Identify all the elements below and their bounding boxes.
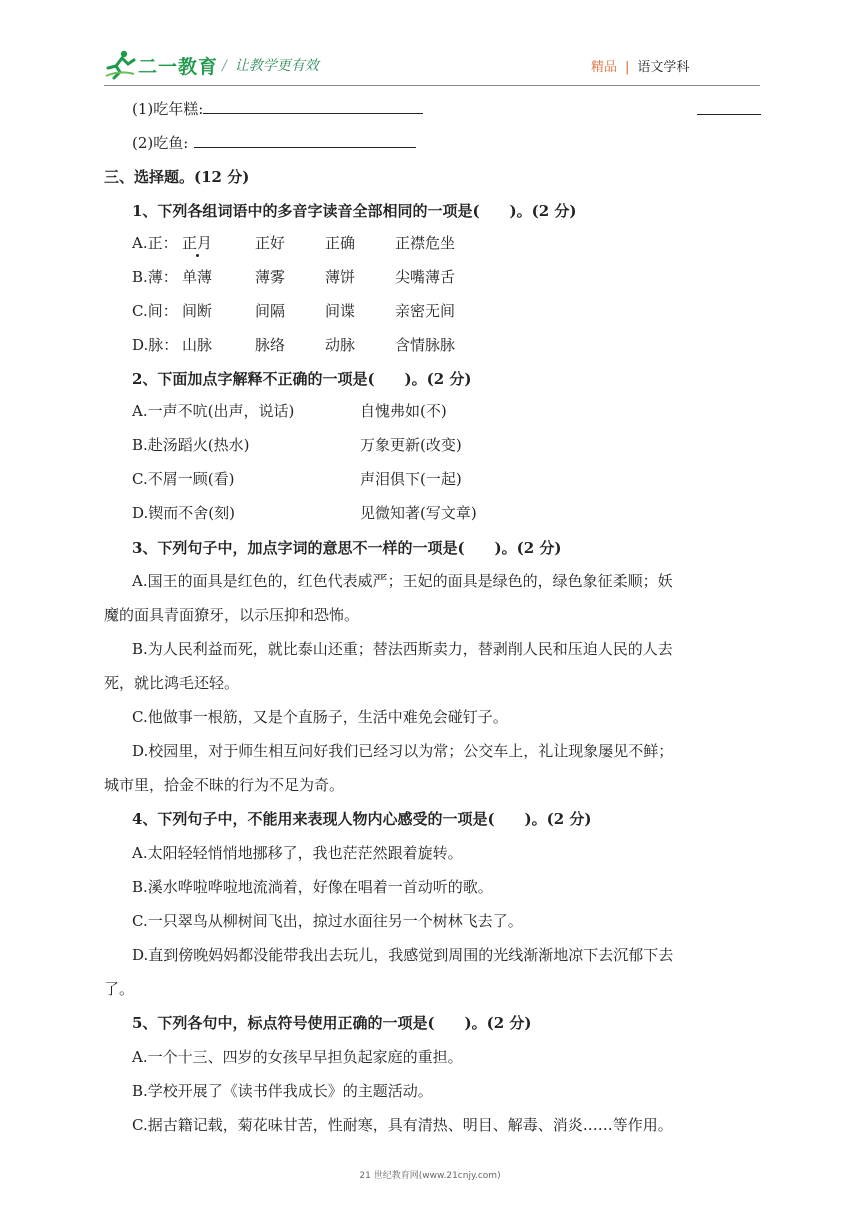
question-3-stem: 3、下列句子中，加点字词的意思不一样的一项是( )。(2 分) [132,539,562,557]
option-lead: D.脉： [132,336,179,354]
option-lead: C.间： [132,302,178,320]
header-right [591,56,689,75]
q3-option-c[interactable]: C.他做事一根筋，又是个直肠子，生活中难免会碰钉子。 [132,708,508,726]
q1-option-a[interactable] [132,232,178,253]
word [395,300,455,321]
word-text: 脉络 [255,336,286,354]
word-text: 尖嘴薄舌 [395,268,456,286]
word-text: 间谍 [325,302,356,320]
q3-option-d-cont: 城市里，拾金不昧的行为不足为奇。 [104,776,345,794]
runner-logo-icon [104,48,136,80]
word [325,300,355,321]
page-footer: 21 世纪教育网(www.21cnjy.com) [359,1171,501,1181]
word-text: 间断 [182,302,213,320]
q4-option-b[interactable]: B.溪水哗啦哗啦地流淌着，好像在唱着一首动听的歌。 [132,878,493,896]
word-text: 正襟危坐 [395,234,456,252]
question-2-stem: 2、下面加点字解释不正确的一项是( )。(2 分) [132,370,472,388]
q3-option-a[interactable]: A.国王的面具是红色的，红色代表威严；王妃的面具是绿色的，绿色象征柔顺；妖 [132,572,673,590]
q3-option-b-cont: 死，就比鸿毛还轻。 [104,674,240,692]
q1-option-b[interactable] [132,266,178,287]
logo-text: 二一教育 [138,56,219,78]
question-5-stem: 5、下列各句中，标点符号使用正确的一项是( )。(2 分) [132,1014,532,1032]
word [325,232,355,253]
slogan-text: 让教学更有效 [234,58,319,74]
word [325,266,355,287]
q2-option-b-right: 万象更新(改变) [360,436,462,454]
option-lead: B.薄： [132,268,178,286]
word-text: 亲密无间 [395,302,456,320]
q2-option-c[interactable]: C.不屑一顾(看) [132,470,235,488]
word [395,232,455,253]
word [255,334,285,355]
q5-option-a[interactable]: A.一个十三、四岁的女孩早早担负起家庭的重担。 [132,1048,463,1066]
word [395,266,455,287]
word [325,334,355,355]
q4-option-a[interactable]: A.太阳轻轻悄悄地挪移了，我也茫茫然跟着旋转。 [132,844,463,862]
answer-line-2 [132,132,416,153]
page-header [0,0,860,90]
q2-option-d[interactable]: D.锲而不舍(刻) [132,504,235,522]
brand-label: 精品 [591,60,618,75]
q2-option-c-right: 声泪俱下(一起) [360,470,462,488]
section-title: 三、选择题。(12 分) [104,168,250,186]
item-label: (1)吃年糕: [132,100,204,118]
q5-option-c[interactable]: C.据古籍记载，菊花味甘苦，性耐寒，具有清热、明目、解毒、消炎……等作用。 [132,1116,673,1134]
q1-option-d[interactable] [132,334,178,355]
answer-blank-right[interactable] [697,100,761,115]
q4-option-d-cont: 了。 [104,980,135,998]
word-text: 山脉 [182,336,213,354]
q3-option-d[interactable]: D.校园里，对于师生相互问好我们已经习以为常；公交车上，礼让现象屡见不鲜； [132,742,674,760]
word-text: 薄雾 [255,268,286,286]
word [182,300,212,321]
subject-label: 语文学科 [637,60,690,75]
item-label: (2)吃鱼: [132,134,189,152]
answer-blank[interactable] [203,99,423,114]
q2-option-d-right: 见微知著(写文章) [360,504,477,522]
q4-option-d[interactable]: D.直到傍晚妈妈都没能带我出去玩儿，我感觉到周围的光线渐渐地凉下去沉郁下去 [132,946,674,964]
word [255,300,285,321]
answer-blank[interactable] [194,133,416,148]
answer-line-1 [132,98,423,119]
question-1-stem: 1、下列各组词语中的多音字读音全部相同的一项是( )。(2 分) [132,202,577,220]
word [182,266,212,287]
word-text: 含情脉脉 [395,336,456,354]
q2-option-a-right: 自愧弗如(不) [360,402,447,420]
q2-option-b[interactable]: B.赴汤蹈火(热水) [132,436,250,454]
slash-divider: / [222,58,227,74]
word-text: 正好 [255,234,286,252]
word [395,334,455,355]
word [182,334,212,355]
option-lead: A.正： [132,234,178,252]
q2-option-a[interactable]: A.一声不吭(出声，说话) [132,402,295,420]
q1-option-c[interactable] [132,300,178,321]
question-4-stem: 4、下列句子中，不能用来表现人物内心感受的一项是( )。(2 分) [132,810,592,828]
word-text: 正确 [325,234,356,252]
word [255,232,285,253]
word-text: 单薄 [182,268,213,286]
slogan [222,55,319,75]
q4-option-c[interactable]: C.一只翠鸟从柳树间飞出，掠过水面往另一个树林飞去了。 [132,912,523,930]
q5-option-b[interactable]: B.学校开展了《读书伴我成长》的主题活动。 [132,1082,433,1100]
word-text: 动脉 [325,336,356,354]
q3-option-a-cont: 魔的面具青面獠牙，以示压抑和恐怖。 [104,606,360,624]
pipe-divider: | [625,60,630,75]
word [255,266,285,287]
word-text: 间隔 [255,302,286,320]
header-divider [104,85,760,86]
word [182,232,212,253]
logo [104,48,224,82]
word-text: 薄饼 [325,268,356,286]
word-text: 正月 [182,234,213,252]
q3-option-b[interactable]: B.为人民利益而死，就比泰山还重；替法西斯卖力，替剥削人民和压迫人民的人去 [132,640,673,658]
